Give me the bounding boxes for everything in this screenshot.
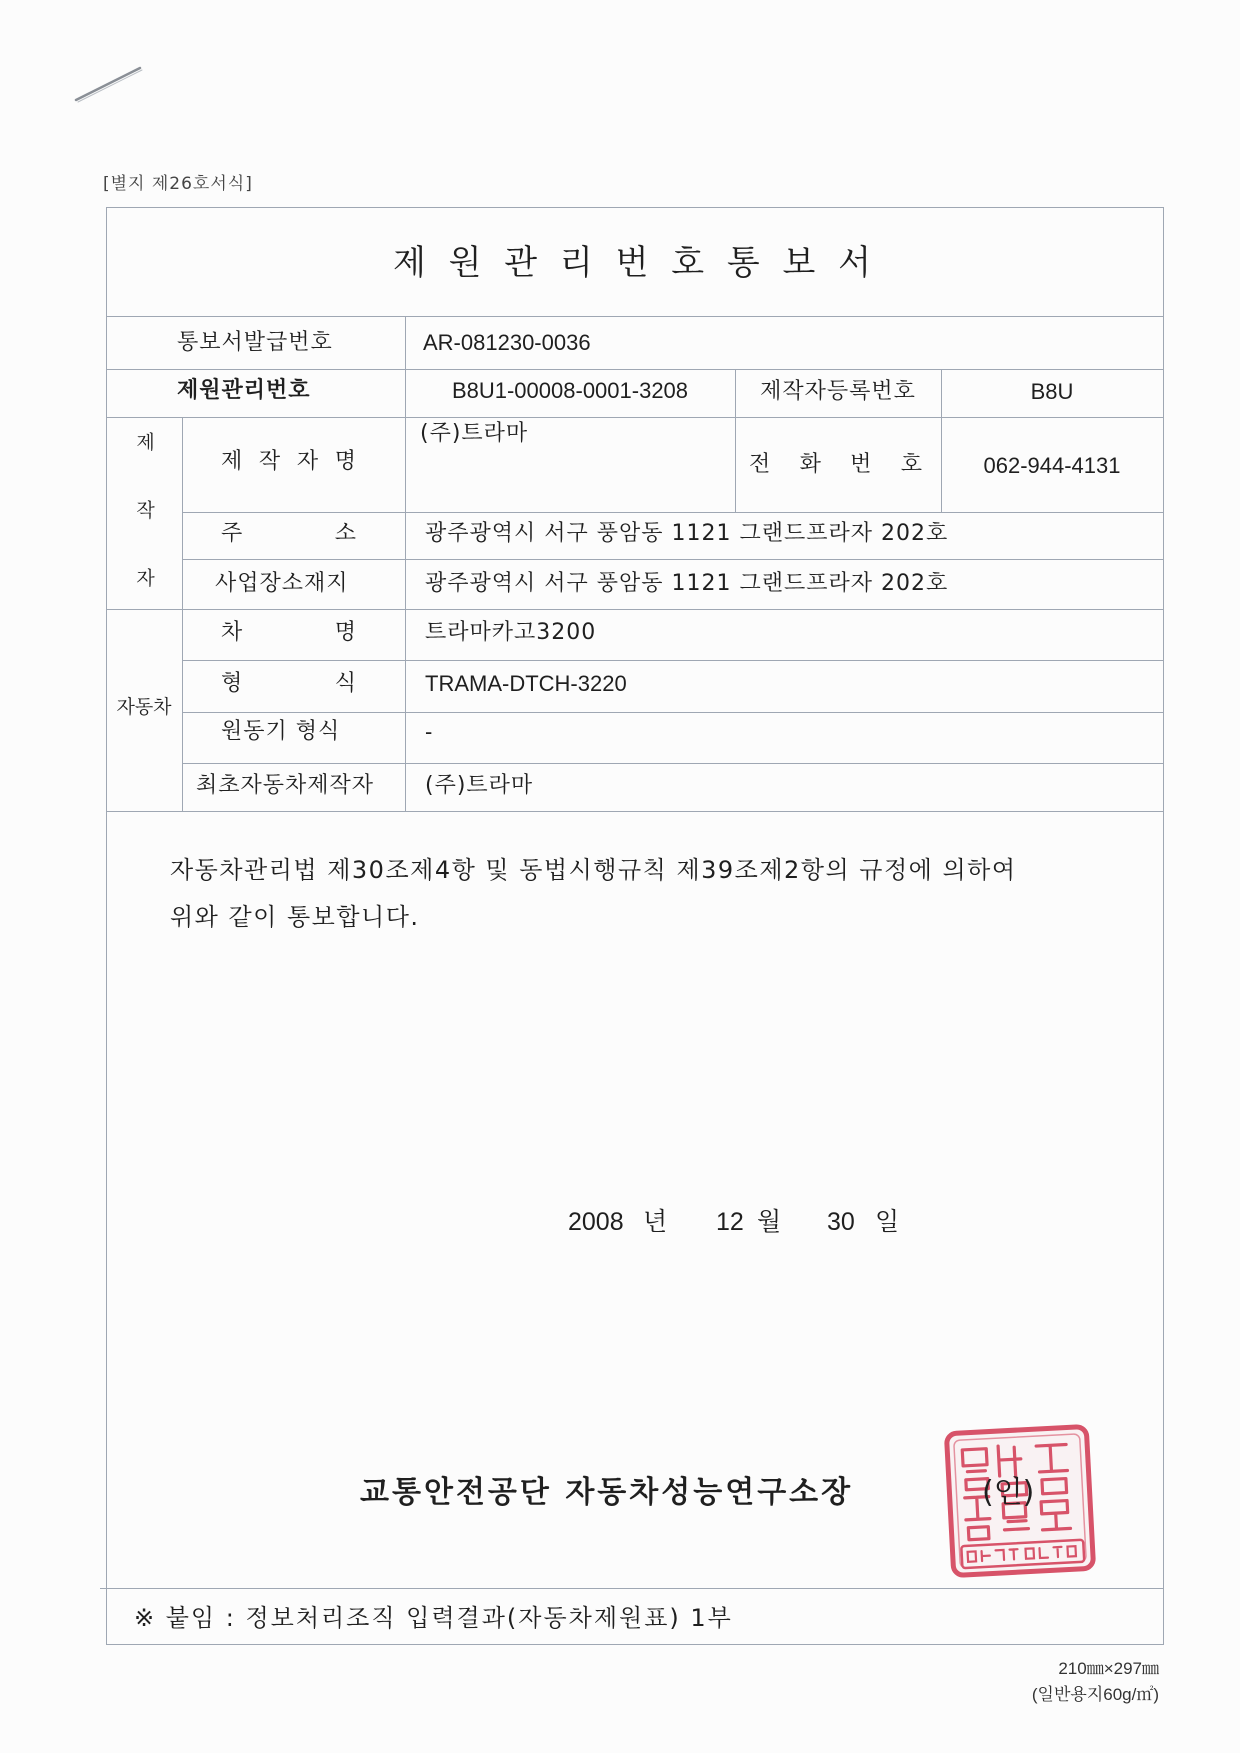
table-rule [182, 660, 1164, 661]
table-rule [182, 712, 1164, 713]
table-rule [182, 417, 183, 811]
table-rule [182, 763, 1164, 764]
date-day-unit: 일 [875, 1208, 900, 1236]
date-month: 12 [716, 1208, 744, 1236]
maker-name-value: (주)트라마 [420, 421, 529, 446]
business-site-value: 광주광역시 서구 풍암동 1121 그랜드프라자 202호 [425, 571, 949, 596]
table-rule [106, 316, 1164, 317]
statement-line-1: 자동차관리법 제30조제4항 및 동법시행규칙 제39조제2항의 규정에 의하여 [170, 856, 1017, 884]
attachment-note: ※ 붙임 : 정보처리조직 입력결과(자동차제원표) 1부 [134, 1604, 733, 1632]
model-value: TRAMA-DTCH-3220 [425, 671, 627, 696]
maker-group-label: 제작자 [133, 432, 155, 636]
table-rule [182, 512, 1164, 513]
first-maker-value: (주)트라마 [425, 773, 534, 798]
notice-number-label: 통보서발급번호 [177, 330, 333, 355]
business-site-label: 사업장소재지 [215, 571, 349, 596]
table-rule [106, 417, 1164, 418]
table-rule [182, 559, 1164, 560]
date-day: 30 [827, 1208, 855, 1236]
date-year: 2008 [568, 1208, 624, 1236]
engine-type-value: - [425, 719, 433, 744]
seal-mark: (인) [982, 1475, 1035, 1510]
model-label: 형 식 [221, 671, 356, 696]
paper-type-note: (일반용지60g/㎡) [1031, 1685, 1159, 1704]
first-maker-label: 최초자동차제작자 [196, 773, 375, 798]
statement-line-2: 위와 같이 통보합니다. [170, 903, 420, 931]
car-name-label: 차 명 [221, 620, 356, 645]
address-value: 광주광역시 서구 풍암동 1121 그랜드프라자 202호 [425, 521, 949, 546]
form-number-label: [별지 제26호서식] [103, 174, 253, 194]
notice-number-value: AR-081230-0036 [423, 330, 591, 355]
table-rule [106, 609, 1164, 610]
table-rule [106, 811, 1164, 812]
phone-label: 전 화 번 호 [749, 452, 922, 477]
spec-number-value: B8U1-00008-0001-3208 [451, 378, 689, 403]
table-rule [106, 369, 1164, 370]
address-label: 주 소 [221, 521, 356, 546]
maker-name-label: 제 작 자 명 [221, 449, 356, 474]
issuer-name: 교통안전공단 자동차성능연구소장 [360, 1475, 854, 1510]
maker-registration-value: B8U [1030, 379, 1074, 404]
paper-size-note: 210㎜×297㎜ [1058, 1659, 1159, 1678]
date-year-unit: 년 [643, 1208, 668, 1236]
engine-type-label: 원동기 형식 [221, 719, 341, 744]
spec-number-label: 제원관리번호 [177, 378, 311, 403]
maker-registration-label: 제작자등록번호 [760, 379, 916, 404]
date-month-unit: 월 [757, 1208, 782, 1236]
phone-value: 062-944-4131 [983, 453, 1121, 478]
attachment-rule [100, 1588, 1164, 1589]
car-name-value: 트라마카고3200 [425, 620, 597, 645]
document-title: 제 원 관 리 번 호 통 보 서 [392, 243, 878, 283]
vehicle-group-label: 자동차 [116, 696, 172, 718]
scan-pen-mark [70, 58, 150, 108]
